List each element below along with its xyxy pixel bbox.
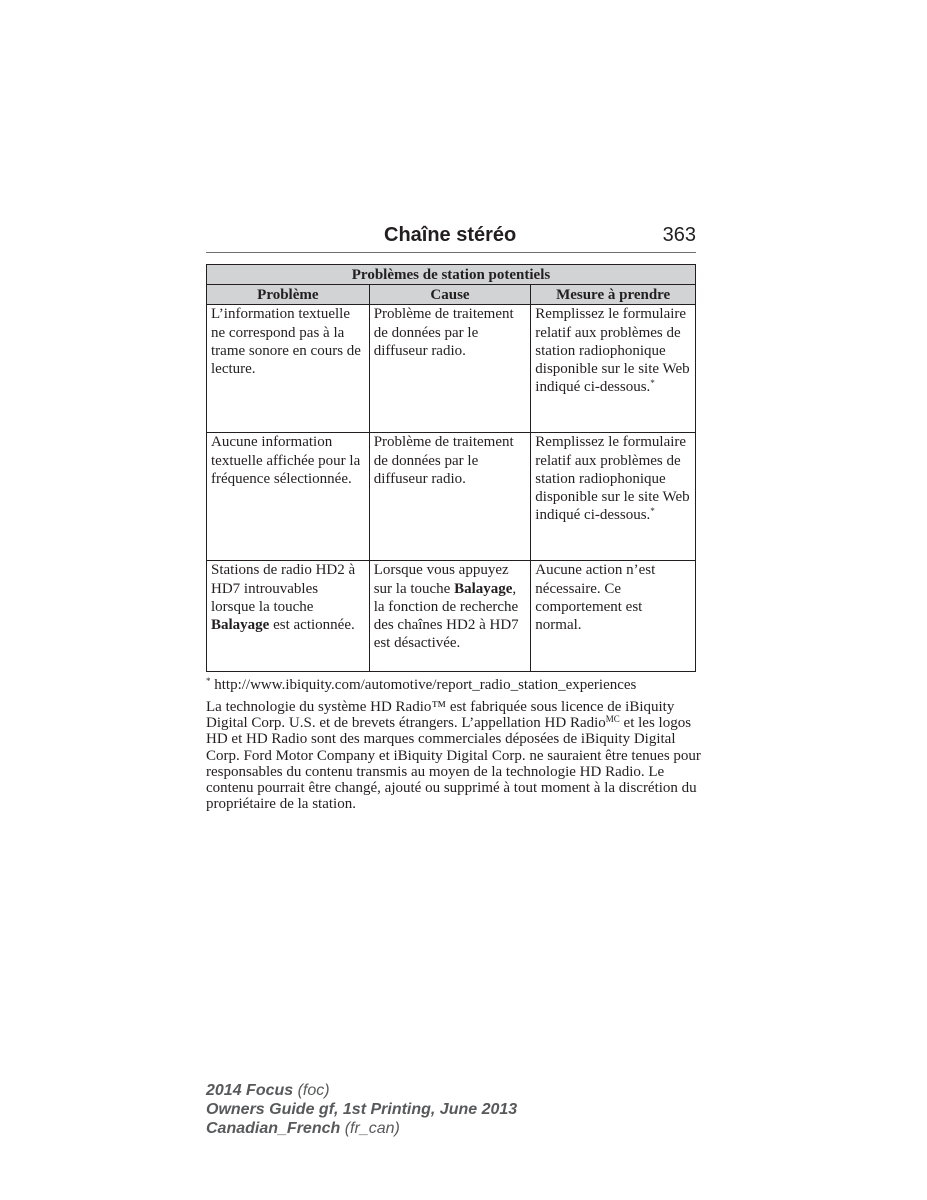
problem-cell: L’information textuelle ne correspond pas à la trame sonore en cours de lecture. bbox=[207, 305, 370, 433]
footer-language: Canadian_French bbox=[206, 1120, 341, 1137]
legal-notice bbox=[206, 699, 701, 812]
problem-text-end: est actionnée. bbox=[269, 617, 355, 634]
footnote-marker: * bbox=[650, 378, 655, 389]
cause-cell: Problème de traitement de données par le diffuseur radio. bbox=[369, 305, 531, 433]
station-problems-table bbox=[206, 264, 696, 672]
table-row bbox=[207, 433, 696, 561]
action-cell bbox=[531, 305, 696, 433]
page-header bbox=[206, 222, 696, 253]
balayage-key-label: Balayage bbox=[211, 617, 270, 634]
page-number: 363 bbox=[662, 224, 696, 246]
action-cell bbox=[531, 433, 696, 561]
legal-text: La technologie du système HD Radio™ est fabriquée sous licence de iBiquity Digital Corp. U.S. et de brevets étrangers. L’appellation HD Radio bbox=[206, 699, 675, 732]
action-cell: Aucune action n’est nécessaire. Ce comportement est normal. bbox=[531, 561, 696, 672]
print-footer bbox=[206, 1081, 517, 1138]
footnote-marker: * bbox=[206, 676, 211, 686]
footer-line-3 bbox=[206, 1119, 517, 1138]
cause-text: Lorsque vous appuyez sur la touche bbox=[373, 562, 509, 597]
problem-cell: Aucune information textuelle affichée pour la fréquence sélectionnée. bbox=[207, 433, 370, 561]
footer-line-2 bbox=[206, 1100, 517, 1119]
footer-model-code: (foc) bbox=[293, 1082, 330, 1099]
footnote bbox=[206, 677, 706, 694]
cause-text-end: , la fonction de recherche des chaînes HD2 à HD7 est désactivée. bbox=[373, 580, 519, 652]
table-row bbox=[207, 561, 696, 672]
column-header-problem: Problème bbox=[207, 285, 370, 305]
column-header-cause: Cause bbox=[369, 285, 531, 305]
page-title: Chaîne stéréo bbox=[384, 224, 517, 246]
legal-text-continued: et les logos HD et HD Radio sont des marques commerciales déposées de iBiquity Digital Corp. Ford Motor Company et iBiquity Digital Corp. ne sauraient être tenues pour responsables du contenu transmis au moyen de la technologie HD Radio. Le contenu pourrait être changé, ajouté ou supprimé à tout moment à la discrétion du propriétaire de la station. bbox=[206, 715, 701, 813]
problem-text: Stations de radio HD2 à HD7 introuvables lorsque la touche bbox=[211, 562, 356, 615]
table-caption: Problèmes de station potentiels bbox=[207, 265, 696, 285]
cause-cell: Problème de traitement de données par le diffuseur radio. bbox=[369, 433, 531, 561]
problem-cell bbox=[207, 561, 370, 672]
table-row bbox=[207, 305, 696, 433]
footer-model: 2014 Focus bbox=[206, 1082, 294, 1099]
footer-printing: Owners Guide gf, 1st Printing, June 2013 bbox=[206, 1101, 518, 1118]
trademark-mark: MC bbox=[605, 714, 620, 725]
footnote-marker: * bbox=[650, 506, 655, 517]
action-text: Remplissez le formulaire relatif aux problèmes de station radiophonique disponible sur le site Web indiqué ci-dessous. bbox=[535, 306, 690, 396]
balayage-key-label: Balayage bbox=[454, 580, 513, 597]
footer-language-code: (fr_can) bbox=[340, 1120, 400, 1137]
column-header-action: Mesure à prendre bbox=[531, 285, 696, 305]
action-text: Remplissez le formulaire relatif aux problèmes de station radiophonique disponible sur le site Web indiqué ci-dessous. bbox=[535, 434, 690, 524]
footer-line-1 bbox=[206, 1081, 517, 1100]
cause-cell bbox=[369, 561, 531, 672]
footnote-url: http://www.ibiquity.com/automotive/report_radio_station_experiences bbox=[214, 677, 637, 693]
